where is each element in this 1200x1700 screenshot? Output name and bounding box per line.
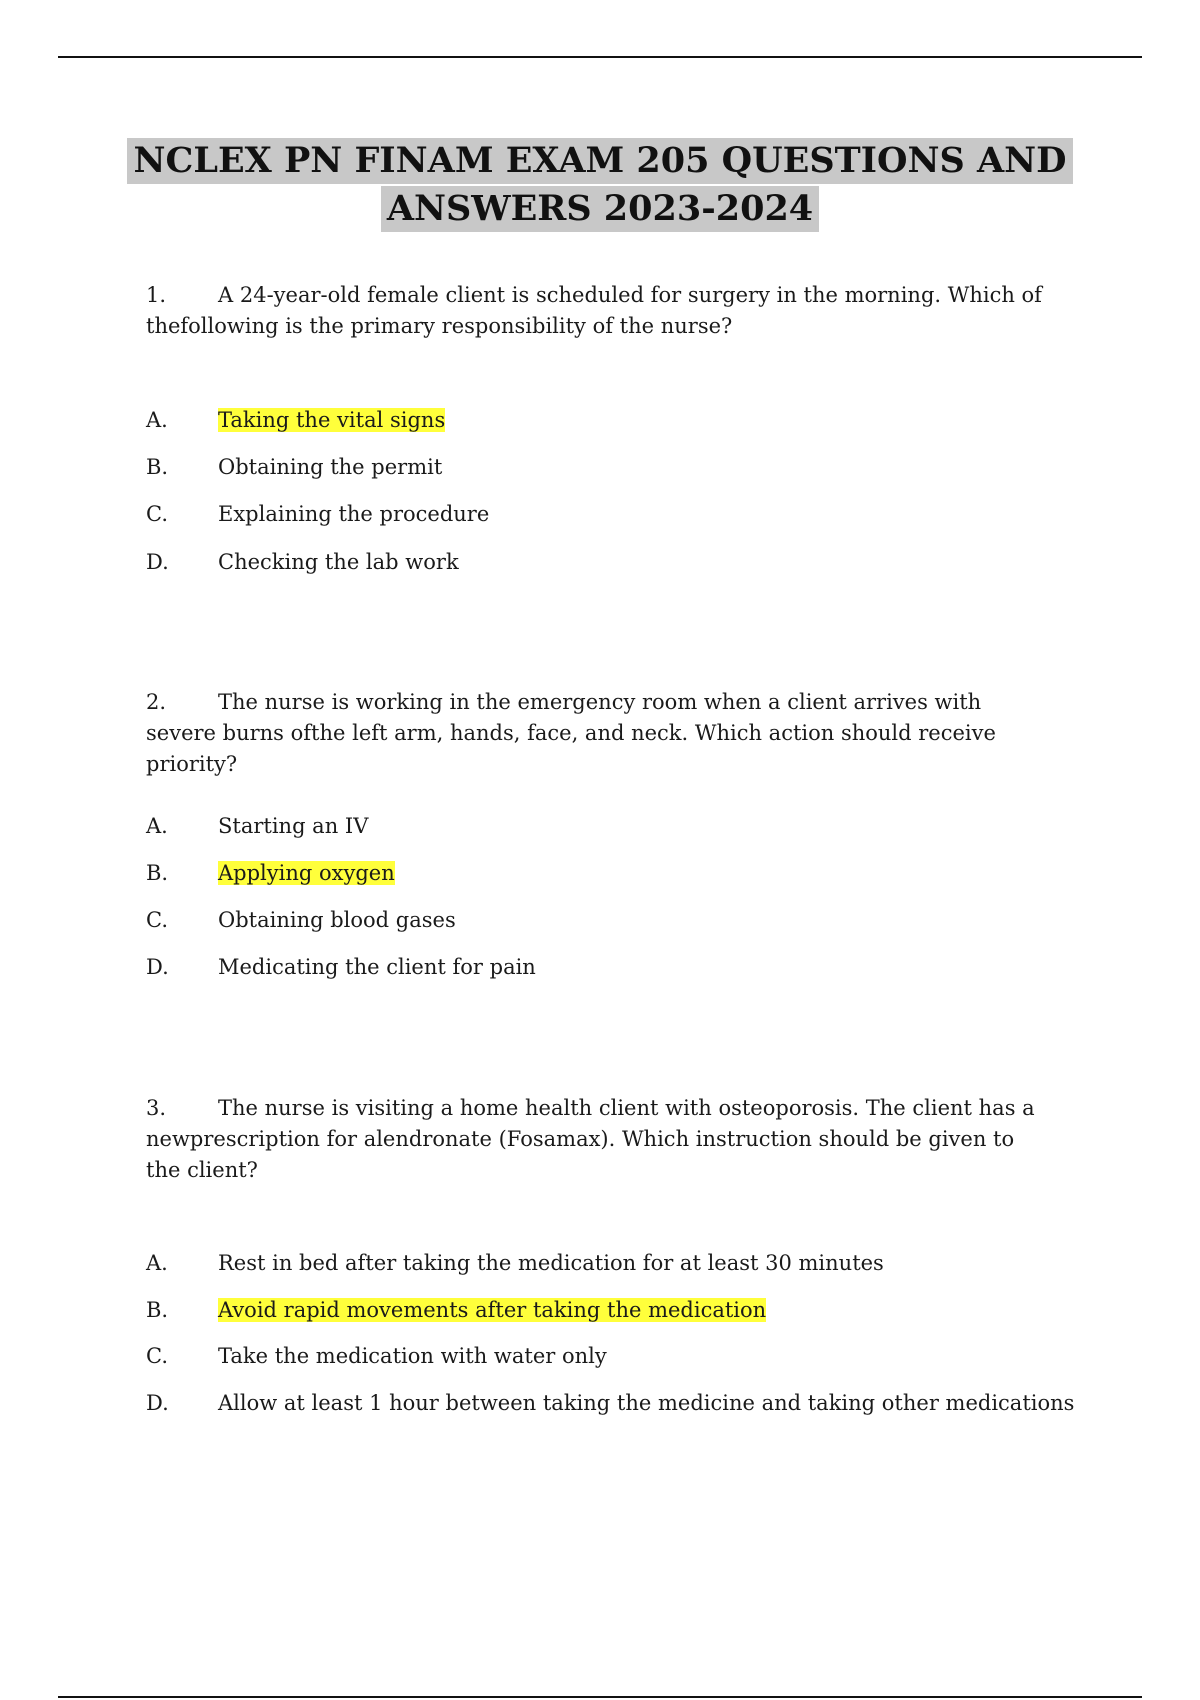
option-3d [146,1389,1074,1417]
top-rule [58,56,1142,58]
option-letter: D. [146,955,169,979]
option-letter: A. [146,1251,168,1275]
option-1d [146,548,459,576]
title-line-1: NCLEX PN FINAM EXAM 205 QUESTIONS AND [127,138,1072,184]
title-line-2: ANSWERS 2023-2024 [381,186,819,232]
question-text: The nurse is working in the emergency room when a client arrives with severe burns ofthe left arm, hands, face, and neck. Which action should receive priority? [146,690,996,776]
option-text-highlighted: Taking the vital signs [218,408,446,432]
option-text: Take the medication with water only [218,1344,607,1368]
question-1 [146,280,1046,342]
option-1a [146,406,445,434]
option-1c [146,500,489,528]
option-text: Rest in bed after taking the medication for at least 30 minutes [218,1251,884,1275]
question-2 [146,687,1046,780]
option-letter: A. [146,408,168,432]
option-text: Obtaining the permit [218,455,443,479]
option-text: Medicating the client for pain [218,955,536,979]
option-1b [146,453,442,481]
question-number: 2. [146,690,167,714]
option-text: Starting an IV [218,814,369,838]
option-letter: B. [146,861,169,885]
option-letter: C. [146,1344,168,1368]
question-text: The nurse is visiting a home health client with osteoporosis. The client has a newprescription for alendronate (Fosamax). Which instruction should be given to the client? [146,1096,1035,1182]
option-2d [146,953,536,981]
option-text: Checking the lab work [218,550,459,574]
option-3a [146,1249,884,1277]
question-number: 3. [146,1096,167,1120]
option-text: Obtaining blood gases [218,908,456,932]
option-text: Explaining the procedure [218,502,490,526]
question-text: A 24-year-old female client is scheduled for surgery in the morning. Which of thefollowing is the primary responsibility of the nurse? [146,283,1042,338]
option-letter: B. [146,1298,169,1322]
option-letter: C. [146,908,168,932]
question-3 [146,1093,1046,1186]
page-title [0,138,1200,232]
option-letter: C. [146,502,168,526]
question-number: 1. [146,283,167,307]
option-letter: B. [146,455,169,479]
option-letter: D. [146,550,169,574]
option-2a [146,812,368,840]
option-3c [146,1342,607,1370]
option-letter: D. [146,1391,169,1415]
bottom-rule [58,1696,1142,1698]
option-text-highlighted: Applying oxygen [218,861,395,885]
option-3b [146,1296,766,1324]
option-text: Allow at least 1 hour between taking the medicine and taking other medications [218,1391,1075,1415]
option-text-highlighted: Avoid rapid movements after taking the medication [218,1298,767,1322]
option-2b [146,859,395,887]
option-2c [146,906,456,934]
option-letter: A. [146,814,168,838]
